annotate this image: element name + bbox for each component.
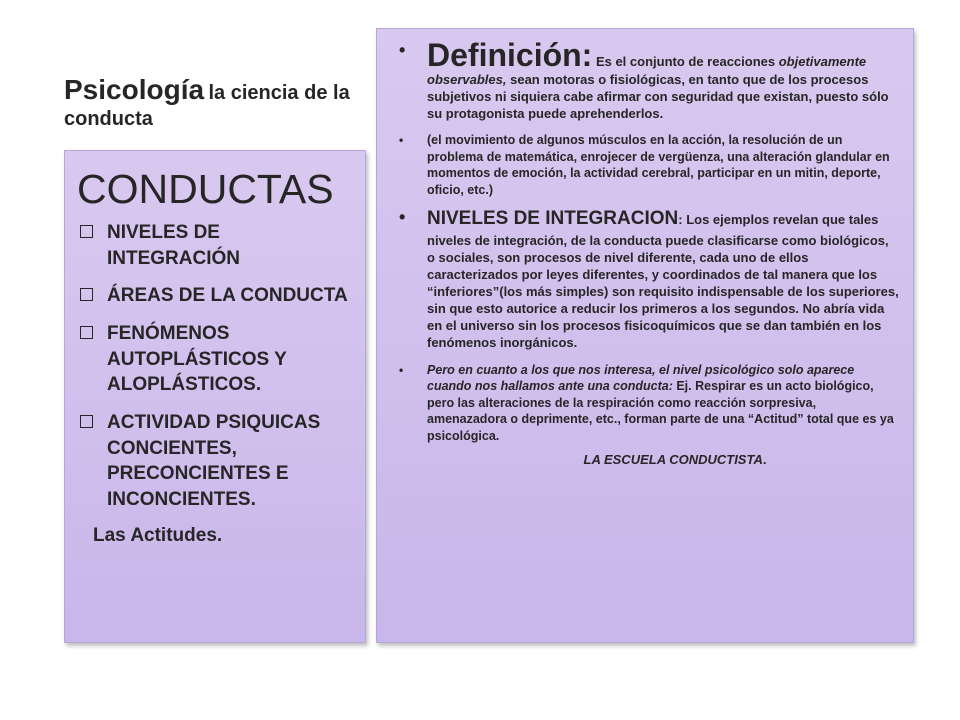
niveles-text: : Los ejemplos revelan que tales niveles de integración, de la conducta puede clasificarse como biológicos, o sociales, son procesos de nivel diferente, cada uno de ellos caracterizados por leyes diferentes, y coordinados de tal manera que los “inferiores”(los más simples) son requisito indispensable de los superiores, sin que esto autorice a reducir los primeros a los segundos. No abría vida en el universo sin los procesos fisicoquímicos que se dan también en los fenómenos inorgánicos. xyxy=(427,212,899,351)
source-text: LA ESCUELA CONDUCTISTA xyxy=(583,452,763,468)
list-item-text: FENÓMENOS AUTOPLÁSTICOS Y ALOPLÁSTICOS. xyxy=(107,323,287,396)
definition-item xyxy=(391,39,899,122)
bullet-icon: • xyxy=(399,133,404,148)
definition-emphasis: objetivamente observables, xyxy=(427,54,867,87)
list-item-text: ACTIVIDAD PSIQUICAS CONCIENTES, PRECONCIENTES E INCONCIENTES. xyxy=(107,412,321,510)
pero-item xyxy=(391,362,899,445)
slide-title xyxy=(64,72,364,132)
list-item xyxy=(77,321,353,398)
definition-box xyxy=(376,28,914,643)
niveles-heading: NIVELES DE INTEGRACION xyxy=(427,208,679,230)
source-period: . xyxy=(762,452,767,468)
niveles-item xyxy=(391,206,899,351)
checkbox-bullet-icon xyxy=(80,415,93,428)
title-main: Psicología xyxy=(64,74,205,105)
definition-heading: Definición: xyxy=(427,37,593,73)
examples-item xyxy=(391,132,899,198)
conductas-box xyxy=(64,150,366,643)
actitudes-label: Las Actitudes. xyxy=(93,524,223,546)
checkbox-bullet-icon xyxy=(80,288,93,301)
checkbox-bullet-icon xyxy=(80,225,93,238)
conductas-list xyxy=(77,220,353,512)
bullet-icon: • xyxy=(399,40,406,60)
title-subtitle: la ciencia de la conducta xyxy=(64,82,350,130)
list-item-text: NIVELES DE INTEGRACIÓN xyxy=(107,222,240,269)
bullet-icon: • xyxy=(399,362,404,377)
examples-text: (el movimiento de algunos músculos en la acción, la resolución de un problema de matemática, enrojecer de vergüenza, una alteración glandular en momentos de emoción, la actividad cerebral, participar en un mitin, deporte, oficio, etc.) xyxy=(427,133,890,197)
definition-text: Es el conjunto de reacciones xyxy=(592,54,779,69)
pero-emphasis: Pero en cuanto a los que nos interesa, el nivel psicológico solo aparece cuando nos hallamos ante una conducta: xyxy=(427,362,855,394)
definition-list xyxy=(391,39,899,444)
definition-text-cont: sean motoras o fisiológicas, en tanto que de los procesos subjetivos ni siquiera cabe afirmar con seguridad que existan, puesto sólo su protagonista puede aprehenderlos. xyxy=(427,72,889,122)
source-citation xyxy=(391,452,899,467)
conductas-heading: CONDUCTAS xyxy=(77,166,334,212)
bullet-icon: • xyxy=(399,207,406,228)
list-item xyxy=(77,410,353,513)
pero-text: Ej. Respirar es un acto biológico, pero las alteraciones de la respiración como reacción sorpresiva, amenazadora o deprimente, etc., forman parte de una “Actitud” total que es ya psicológica. xyxy=(427,379,894,443)
list-item xyxy=(77,220,353,271)
list-item-text: ÁREAS DE LA CONDUCTA xyxy=(107,285,348,307)
checkbox-bullet-icon xyxy=(80,326,93,339)
list-item xyxy=(77,283,353,309)
